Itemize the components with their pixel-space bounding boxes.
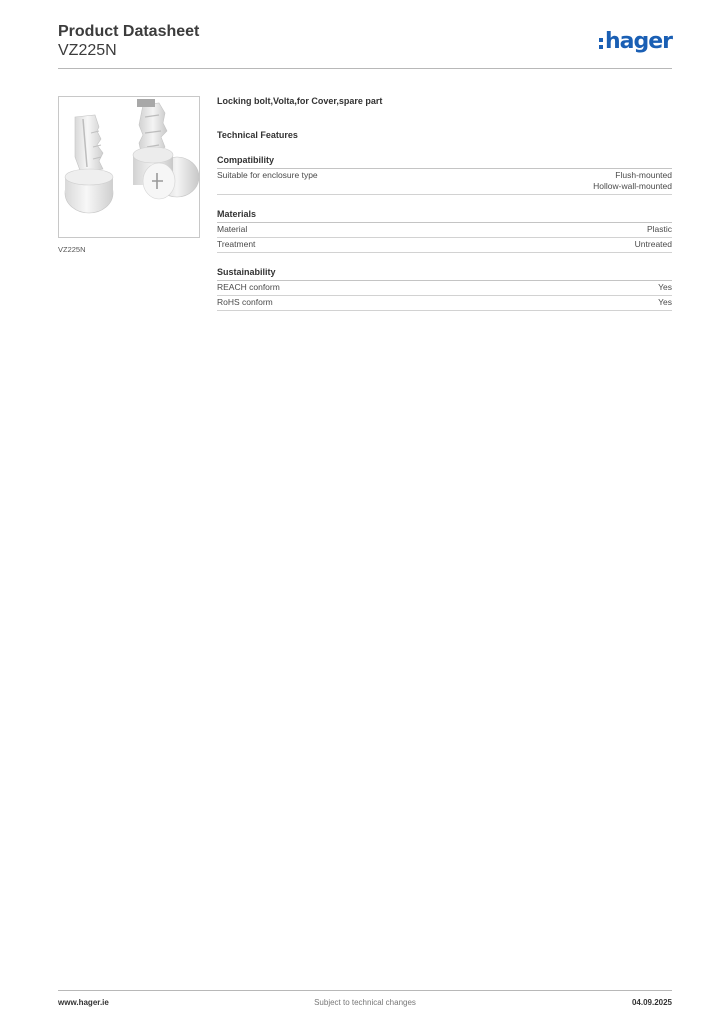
page-footer bbox=[58, 998, 672, 1010]
spec-label: Suitable for enclosure type bbox=[217, 170, 318, 180]
spec-value-line: Flush-mounted bbox=[615, 170, 672, 180]
section-title: Compatibility bbox=[217, 155, 672, 169]
spec-value bbox=[635, 239, 672, 250]
spec-row bbox=[217, 238, 672, 253]
section-title: Materials bbox=[217, 209, 672, 223]
section-compatibility bbox=[217, 155, 672, 195]
product-code: VZ225N bbox=[58, 42, 117, 59]
document-date: 04.09.2025 bbox=[631, 998, 672, 1007]
spec-label: Material bbox=[217, 224, 248, 234]
page-header bbox=[58, 22, 672, 69]
document-title: Product Datasheet bbox=[58, 23, 200, 40]
spec-value-line: Yes bbox=[658, 297, 672, 307]
spec-value-line: Untreated bbox=[634, 239, 672, 249]
spec-row bbox=[217, 223, 672, 238]
section-title: Sustainability bbox=[217, 267, 672, 281]
website-link[interactable]: www.hager.ie bbox=[58, 998, 109, 1007]
spec-value bbox=[593, 170, 672, 192]
locking-bolt-illustration bbox=[59, 97, 200, 238]
product-description: Locking bolt,Volta,for Cover,spare part bbox=[217, 96, 383, 106]
datasheet-content bbox=[217, 96, 672, 311]
header-divider bbox=[58, 68, 672, 69]
section-sustainability bbox=[217, 267, 672, 311]
image-caption: VZ225N bbox=[58, 245, 86, 254]
spec-value-line: Hollow-wall-mounted bbox=[593, 181, 672, 191]
spec-value bbox=[658, 297, 672, 308]
spec-value-line: Yes bbox=[658, 282, 672, 292]
spec-row bbox=[217, 169, 672, 195]
logo-text: hager bbox=[604, 29, 672, 54]
product-image bbox=[58, 96, 200, 238]
spec-value bbox=[658, 282, 672, 293]
section-materials bbox=[217, 209, 672, 253]
spec-row bbox=[217, 281, 672, 296]
spec-value bbox=[647, 224, 672, 235]
hager-logo bbox=[599, 29, 672, 55]
technical-features-heading: Technical Features bbox=[217, 130, 298, 140]
spec-label: REACH conform bbox=[217, 282, 280, 292]
spec-value-line: Plastic bbox=[646, 224, 672, 234]
spec-row bbox=[217, 296, 672, 311]
spec-label: RoHS conform bbox=[217, 297, 273, 307]
footer-divider bbox=[58, 990, 672, 991]
spec-label: Treatment bbox=[217, 239, 256, 249]
logo-dots-icon bbox=[599, 38, 603, 49]
technical-changes-notice: Subject to technical changes bbox=[314, 998, 416, 1007]
